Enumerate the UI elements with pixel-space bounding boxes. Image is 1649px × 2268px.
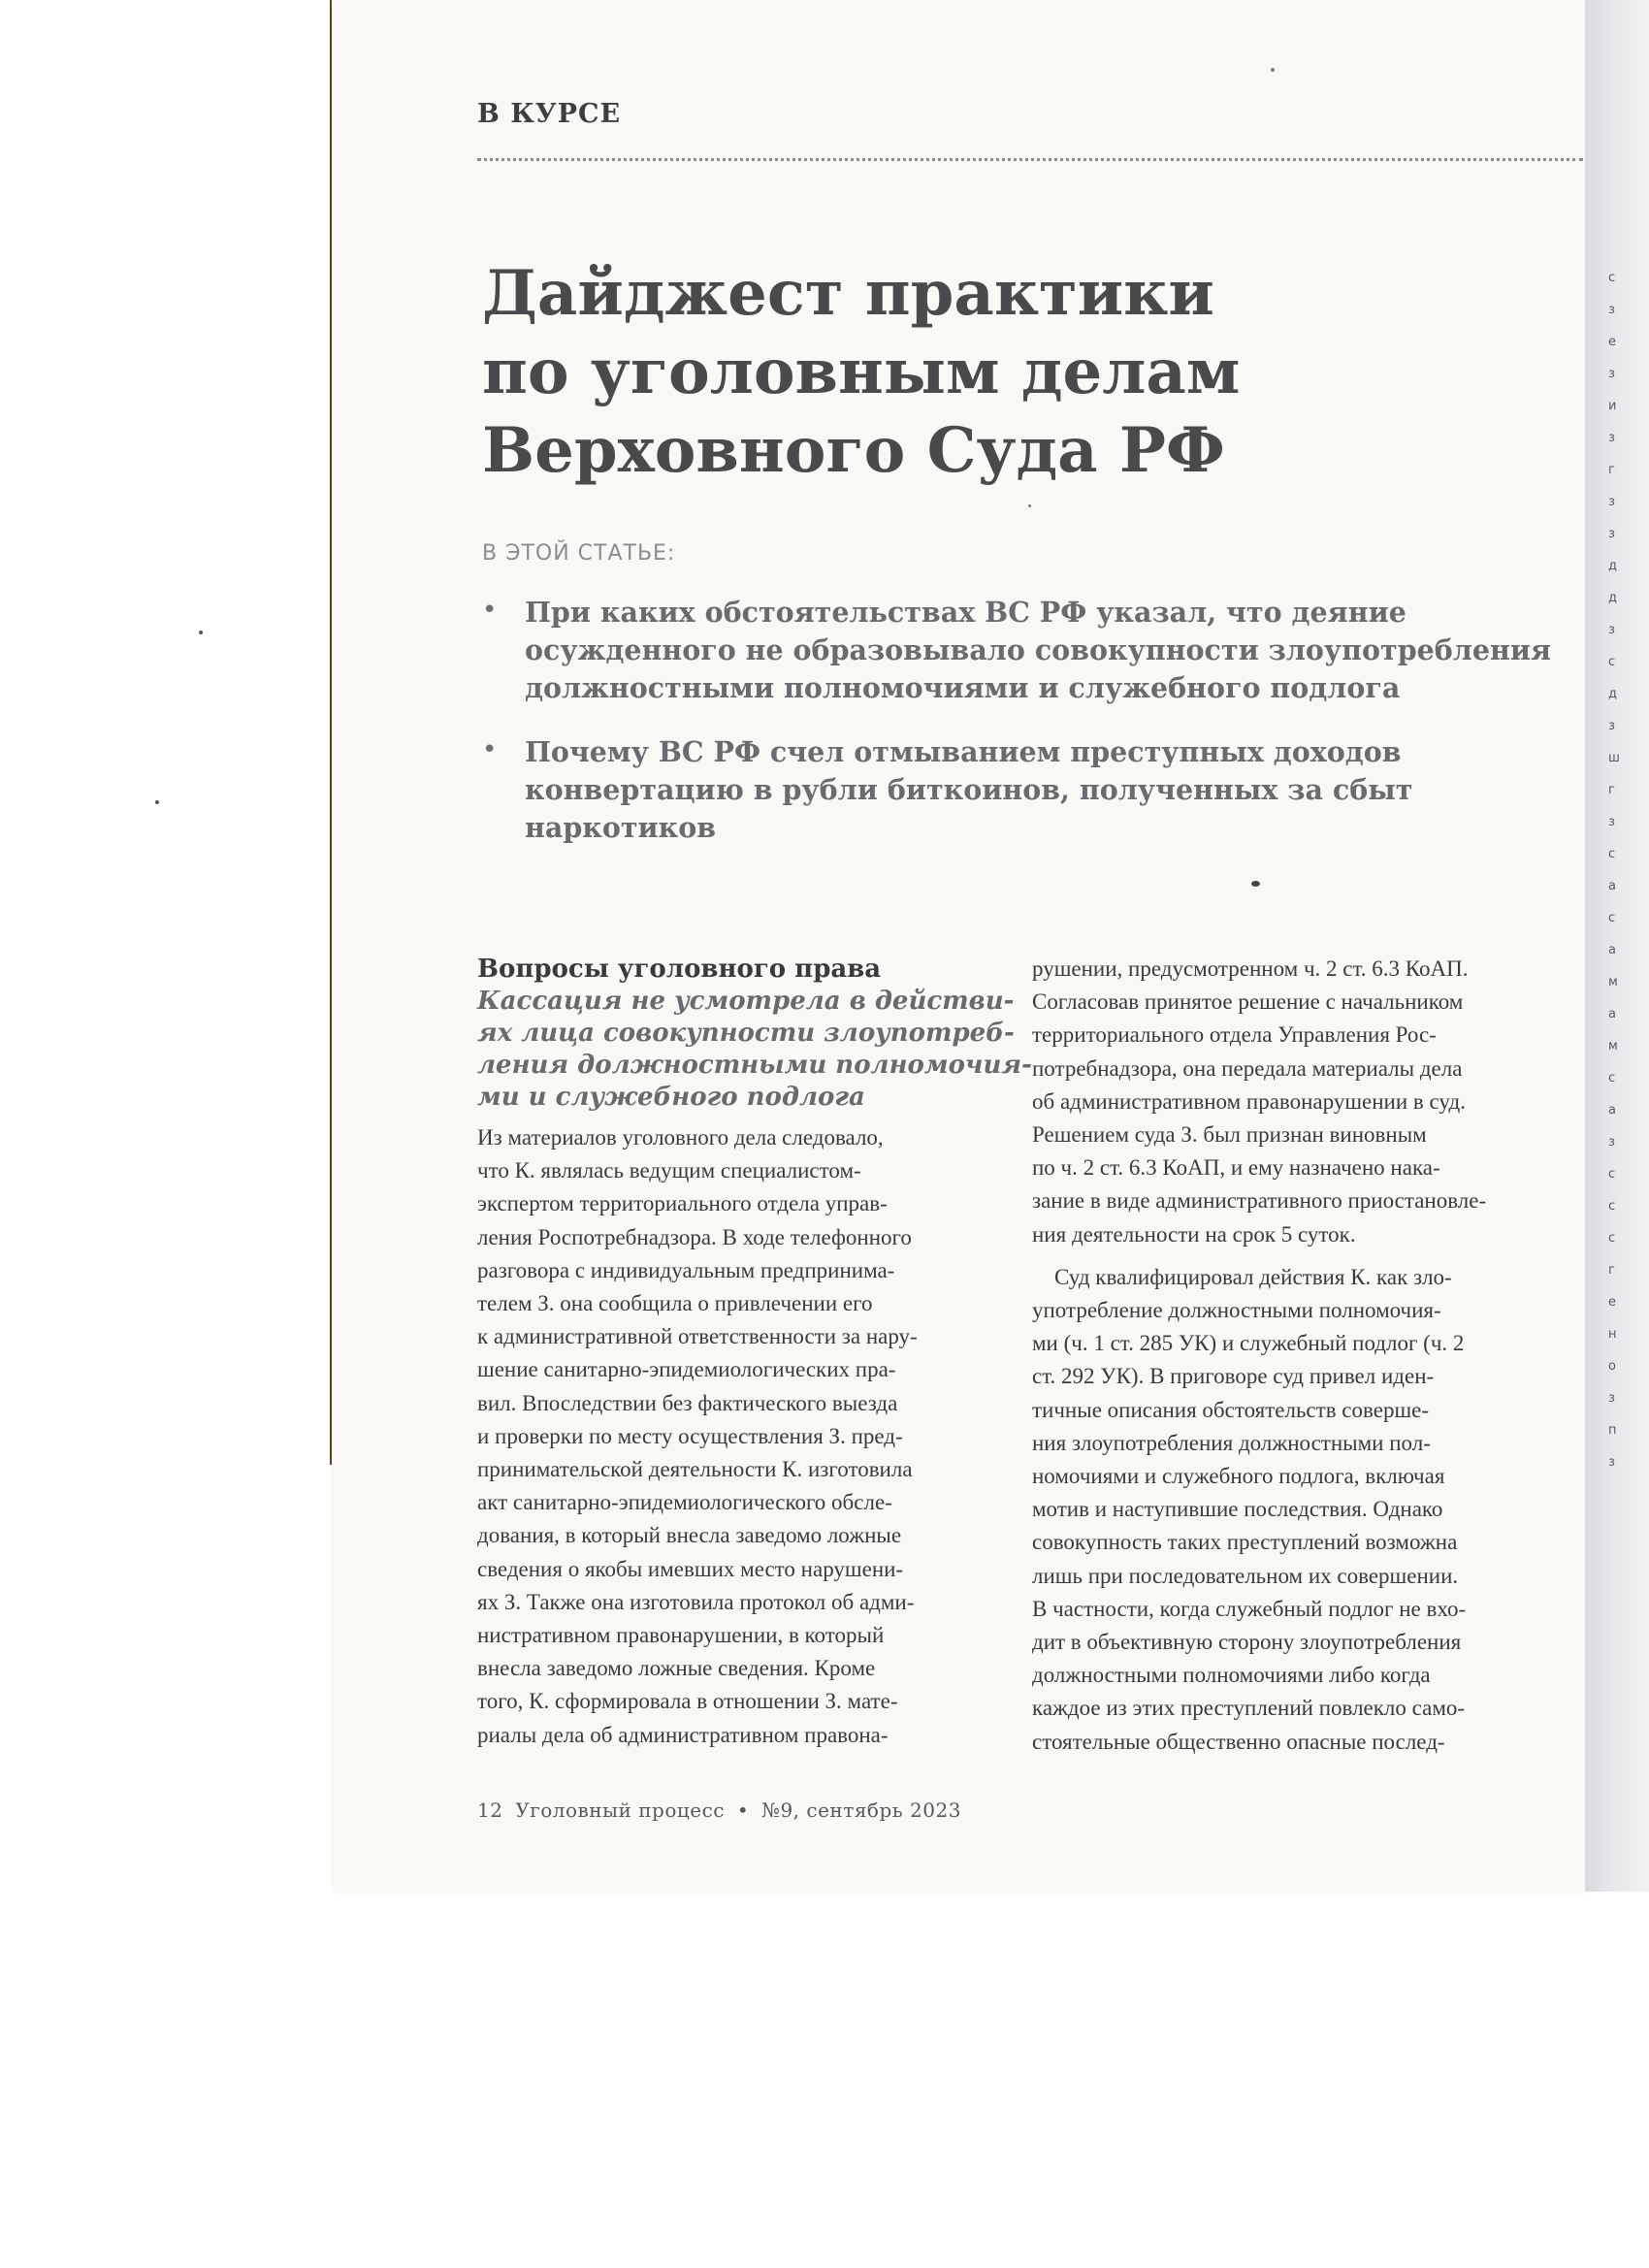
dotted-divider — [477, 158, 1583, 161]
right-column — [1032, 953, 1556, 1759]
body-line: Согласовав принятое решение с начальником — [1032, 989, 1464, 1015]
edge-letter: з — [1608, 1391, 1615, 1406]
body-line: зание в виде административного приостановле- — [1032, 1188, 1487, 1214]
body-line: В частности, когда служебный подлог не вхо- — [1032, 1596, 1467, 1621]
body-line: что К. являлась ведущим специалистом- — [477, 1158, 861, 1183]
body-line: принимательской деятельности К. изготовила — [477, 1457, 913, 1482]
right-body-paragraph-2 — [1032, 1261, 1556, 1759]
body-line: ми (ч. 1 ст. 285 УК) и служебный подлог (ч. 2 — [1032, 1331, 1465, 1356]
edge-letter: з — [1608, 1135, 1615, 1150]
body-line: ния злоупотребления должностными пол- — [1032, 1430, 1431, 1455]
edge-letter: з — [1608, 719, 1615, 733]
body-line: об административном правонарушении в суд. — [1032, 1088, 1466, 1114]
article-title — [482, 254, 1452, 490]
body-line: и проверки по месту осуществления З. пред- — [477, 1423, 903, 1448]
edge-letter: д — [1608, 559, 1617, 573]
edge-letter: с — [1608, 1167, 1616, 1182]
body-line: стоятельные общественно опасные послед- — [1032, 1729, 1445, 1754]
edge-letter: п — [1608, 1423, 1617, 1438]
body-line: телем З. она сообщила о привлечении его — [477, 1291, 873, 1316]
edge-letter: е — [1608, 335, 1616, 349]
edge-letter: с — [1608, 847, 1616, 861]
bullet-line: наркотиков — [525, 811, 717, 844]
bullet-dot-icon: • — [482, 596, 498, 625]
edge-letter: о — [1608, 1359, 1616, 1374]
case-subheading — [477, 986, 1032, 1114]
journal-name: Уголовный процесс — [515, 1798, 725, 1822]
title-line: Дайджест практики — [482, 257, 1214, 330]
edge-letter: з — [1608, 303, 1615, 317]
edge-letter: з — [1608, 1455, 1615, 1470]
edge-letter: с — [1608, 271, 1616, 285]
body-line: ления Роспотребнадзора. В ходе телефонного — [477, 1224, 912, 1249]
body-line: экспертом территориального отдела управ- — [477, 1191, 888, 1216]
body-line: дования, в который внесла заведомо ложные — [477, 1523, 902, 1548]
edge-letter: з — [1608, 527, 1615, 541]
bullet-line: осужденного не образовывало совокупности злоупотребления — [525, 633, 1552, 666]
body-line: внесла заведомо ложные сведения. Кроме — [477, 1656, 876, 1681]
subhead-line: ми и служебного подлога — [477, 1083, 865, 1112]
edge-letter: а — [1608, 1103, 1616, 1118]
body-line: акт санитарно-эпидемиологического обсле- — [477, 1490, 892, 1515]
edge-letter: и — [1608, 399, 1617, 413]
body-line: ях З. Также она изготовила протокол об адми- — [477, 1589, 915, 1614]
body-line: номочиями и служебного подлога, включая — [1032, 1464, 1445, 1489]
footer-bullet: • — [736, 1798, 750, 1822]
scan-speck — [1028, 504, 1031, 507]
edge-letter: з — [1608, 367, 1615, 381]
subhead-line: ях лица совокупности злоупотреб- — [477, 1019, 1015, 1048]
edge-letter: з — [1608, 431, 1615, 445]
body-line: шение санитарно-эпидемиологических пра- — [477, 1357, 896, 1382]
subhead-line: ления должностными полномочия- — [477, 1051, 1032, 1080]
body-line: мотив и наступившие последствия. Однако — [1032, 1497, 1443, 1522]
edge-letter: з — [1608, 495, 1615, 509]
body-line: разговора с индивидуальным предпринима- — [477, 1257, 895, 1282]
rubric-heading: Вопросы уголовного права — [477, 955, 882, 984]
bullet-line: Почему ВС РФ счел отмыванием преступных доходов — [525, 735, 1402, 768]
body-line: рушении, предусмотренном ч. 2 ст. 6.3 КоАП. — [1032, 956, 1469, 981]
summary-bullet — [482, 733, 1549, 847]
edge-letter: с — [1608, 1071, 1616, 1085]
body-line: риалы дела об административном правона- — [477, 1722, 889, 1747]
scan-speck — [155, 800, 159, 804]
scan-speck — [1251, 881, 1260, 887]
page-number: 12 — [477, 1798, 503, 1822]
next-page-edge-text — [1608, 262, 1628, 1478]
title-line: по уголовным делам — [482, 336, 1241, 408]
body-line: тичные описания обстоятельств соверше- — [1032, 1397, 1430, 1422]
body-line: территориального отдела Управления Рос- — [1032, 1022, 1437, 1048]
body-line: каждое из этих преступлений повлекло само- — [1032, 1696, 1466, 1721]
body-line: того, К. сформировала в отношении З. мате- — [477, 1689, 898, 1714]
section-label: В КУРСЕ — [477, 99, 622, 129]
edge-letter: г — [1608, 463, 1615, 477]
body-line: Из материалов уголовного дела следовало, — [477, 1125, 884, 1150]
edge-letter: ш — [1608, 751, 1620, 765]
body-line: потребнадзора, она передала материалы дела — [1032, 1055, 1463, 1081]
edge-letter: з — [1608, 815, 1615, 829]
body-line: Решением суда З. был признан виновным — [1032, 1122, 1427, 1148]
body-line: дит в объективную сторону злоупотребления — [1032, 1630, 1462, 1655]
body-line: Суд квалифицировал действия К. как зло- — [1032, 1264, 1452, 1289]
body-line: нистративном правонарушении, в который — [477, 1623, 885, 1648]
scan-speck — [199, 631, 203, 634]
issue-info: №9, сентябрь 2023 — [761, 1798, 961, 1822]
edge-letter: з — [1608, 623, 1615, 637]
summary-bullet — [482, 594, 1552, 707]
body-line: ст. 292 УК). В приговоре суд привел иден- — [1032, 1364, 1435, 1389]
summary-bullets — [482, 594, 1552, 873]
bullet-line: конвертацию в рубли биткоинов, полученных за сбыт — [525, 773, 1413, 806]
body-line: ния деятельности на срок 5 суток. — [1032, 1221, 1356, 1247]
edge-letter: г — [1608, 1263, 1615, 1278]
edge-letter: а — [1608, 943, 1616, 957]
body-line: должностными полномочиями либо когда — [1032, 1663, 1431, 1688]
edge-letter: е — [1608, 1295, 1616, 1310]
title-line: Верховного Суда РФ — [482, 414, 1225, 487]
edge-letter: д — [1608, 591, 1617, 605]
body-line: лишь при последовательном их совершении. — [1032, 1563, 1459, 1588]
edge-letter: д — [1608, 687, 1617, 701]
left-body-text — [477, 1121, 1001, 1752]
edge-letter: м — [1608, 1039, 1618, 1053]
bullet-line: При каких обстоятельствах ВС РФ указал, что деяние — [525, 596, 1406, 629]
bullet-text — [525, 594, 1552, 707]
body-line: по ч. 2 ст. 6.3 КоАП, и ему назначено нака- — [1032, 1155, 1440, 1181]
page-footer — [477, 1798, 967, 1822]
edge-letter: м — [1608, 975, 1618, 989]
body-line: вил. Впоследствии без фактического выезда — [477, 1390, 898, 1415]
body-line: сведения о якобы имевших место нарушени- — [477, 1556, 904, 1581]
edge-letter: с — [1608, 911, 1616, 925]
scan-speck — [1271, 68, 1275, 72]
subhead-line: Кассация не усмотрела в действи- — [477, 987, 1015, 1016]
edge-letter: с — [1608, 1231, 1616, 1246]
edge-letter: с — [1608, 1199, 1616, 1214]
left-column — [477, 953, 1032, 1752]
edge-letter: г — [1608, 783, 1615, 797]
right-body-paragraph-1 — [1032, 953, 1556, 1251]
body-line: к административной ответственности за нару- — [477, 1324, 918, 1349]
intro-label: В ЭТОЙ СТАТЬЕ: — [482, 541, 676, 566]
edge-letter: а — [1608, 879, 1616, 893]
edge-letter: а — [1608, 1007, 1616, 1021]
body-line: употребление должностными полномочия- — [1032, 1298, 1441, 1323]
edge-letter: с — [1608, 655, 1616, 669]
bullet-dot-icon: • — [482, 735, 498, 764]
bullet-line: должностными полномочиями и служебного подлога — [525, 671, 1401, 704]
edge-letter: н — [1608, 1327, 1617, 1342]
bullet-text — [525, 733, 1549, 847]
body-line: совокупность таких преступлений возможна — [1032, 1530, 1458, 1555]
